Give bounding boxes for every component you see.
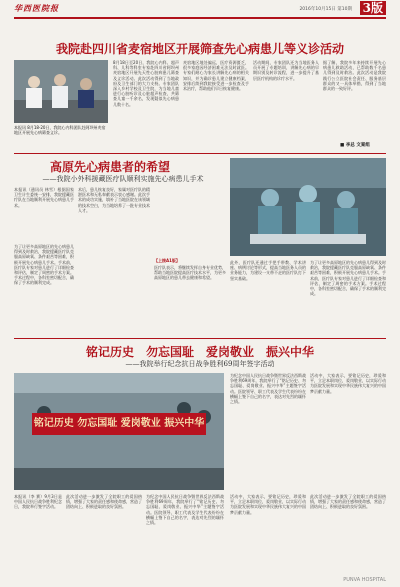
article2-column-2: 术后，患儿恢复良好，家属对医疗队的精湛医术和无私奉献表示衷心感谢。此次手术的成功实施，填补了当地医院在该领域的技术空白，为当地培养了一批专业技术人才。 (78, 187, 150, 213)
article1-headline: 我院赴四川省麦宿地区开展筛查先心病患儿等义诊活动 (55, 42, 344, 56)
section-divider-2 (14, 338, 386, 339)
spacer (14, 240, 74, 242)
article2-subhead: ——我院小外科援藏医疗队顺利实施先心病患儿手术 (42, 175, 204, 183)
article1-byline: ■ 李总 文案组 (340, 143, 370, 148)
issue-date: 2016年10月15日 第10期 (299, 7, 352, 12)
continued-label: 【上接A1版】 (154, 258, 180, 263)
article3-column-5: 活动中，大家表示，要铭记历史，珍爱和平，立足本职岗位，爱岗敬业，以实际行动为医院发展和实现中华民族伟大复兴的中国梦贡献力量。 (230, 494, 306, 515)
article3-column-3: 此次活动进一步激发了全院职工的爱国热情，增强了大家的责任感和使命感，营造了团结向上、积极进取的良好氛围。 (66, 494, 142, 510)
article1-column-1: 8月18日至20日，我院心内科、超声科、儿科等科室专家赴四川省阿坝州麦宿地区开展先天性心脏病患儿筛查及义诊活动。此次活动得到了当地政府及卫生部门的大力支持。专家团队深入乡村学校及卫生院，为当地儿童进行心脏听诊及心脏超声检查，共筛查儿童一千余名，发现疑似先心病患儿数十名。 (113, 60, 179, 107)
surgery-photo-icon (230, 158, 386, 256)
article2-photo (230, 158, 386, 256)
article1-caption: 本报讯 8月18-20日，我院心内科团队赴阿坝州麦宿地区开展先心病筛查义诊。 (14, 125, 106, 136)
article2-column-5: 为了让更多高原地区的先心病患儿得到及时救治，我院援藏医疗队克服高原缺氧、条件艰苦等困难，积极开展先心病患儿手术。手术前，医疗队专家对患儿进行了详细检查和评估，制定了周密的手术方案。手术过程中，各科室密切配合，确保了手术的顺利完成。 (310, 260, 386, 297)
article2-column-4: 此外，医疗队还通过手把手带教、学术讲座、病例讨论等形式，提高当地医务人员的业务能力，为建设一支带不走的医疗队打下坚实基础。 (230, 260, 306, 281)
article2-headline: 高原先心病患者的希望 (49, 160, 170, 174)
article2-column-1: 为了让更多高原地区的先心病患儿得到及时救治，我院援藏医疗队克服高原缺氧、条件艰苦等困难，积极开展先心病患儿手术。手术前，医疗队专家对患儿进行了详细检查和评估，制定了周密的手术方案。手术过程中，各科室密切配合，确保了手术的顺利完成。 (14, 244, 74, 286)
article3-subhead: ——我院举行纪念抗日战争胜利69周年签字活动 (125, 360, 275, 368)
doctors-photo-icon (14, 60, 108, 123)
article1-column-4: 据了解，我院多年来持续开展先心病患儿救助活动，已帮助数千名患儿得到及时救治。此次活动是我院践行公立医院社会责任、服务基层群众的又一具体举措，得到了当地群众的一致好评。 (323, 60, 386, 92)
article1-column-3: 活动期间，专家团队还为当地医务人员开展了专题培训，讲解先心病的早期识别及转诊流程，进一步提升了基层医疗机构的诊疗水平。 (253, 60, 319, 81)
page-header (14, 2, 386, 19)
article3-column-1: 为纪念中国人民抗日战争暨世界反法西斯战争胜利69周年，我院举行了“铭记历史、勿忘国耻、爱岗敬业、振兴中华”主题签字活动。医院领导、职工代表及学生代表纷纷在横幅上签下自己的名字，表达对先烈的缅怀之情。 (230, 373, 306, 405)
article3-caption: 本报讯（李 赛）9月3日是中国人民抗日战争胜利纪念日，我院举行签字活动。 (14, 494, 62, 510)
article3-column-4: 为纪念中国人民抗日战争暨世界反法西斯战争胜利69周年，我院举行了“铭记历史、勿忘国耻、爱岗敬业、振兴中华”主题签字活动。医院领导、职工代表及学生代表纷纷在横幅上签下自己的名字，表达对先烈的缅怀之情。 (146, 494, 224, 526)
article1-photo (14, 60, 108, 123)
article3-caption-block (14, 494, 62, 569)
article3-column-2: 活动中，大家表示，要铭记历史，珍爱和平，立足本职岗位，爱岗敬业，以实际行动为医院发展和实现中华民族伟大复兴的中国梦贡献力量。 (310, 373, 386, 394)
article3-column-6: 此次活动进一步激发了全院职工的爱国热情，增强了大家的责任感和使命感，营造了团结向上、积极进取的良好氛围。 (310, 494, 386, 510)
article3-headline: 铭记历史 勿忘国耻 爱岗敬业 振兴中华 (85, 345, 314, 359)
publication-title: 华西医院报 (14, 3, 59, 13)
article3-banner: 铭记历史 勿忘国耻 爱岗敬业 振兴中华 (32, 413, 206, 435)
article2-caption-block (14, 187, 74, 237)
article1-column-2: 麦宿地区地处偏远，医疗资源匮乏，很多家庭因经济困难无法及时就医。专家们耐心为家长讲解先心病的相关知识，并为确诊患儿建立健康档案，安排后续到我院接受进一步检查及手术治疗，帮助他们早日恢复健康。 (183, 60, 249, 92)
page-number: 3版 (360, 1, 386, 15)
article3-photo (14, 373, 224, 490)
section-divider (14, 153, 386, 154)
article2-caption: 本报讯（通讯员 林雪）根据国家卫生计生委统一安排，我院援藏医疗队在当地顺利开展先心病患儿手术。 (14, 187, 74, 208)
article2-column-3: 医疗队表示，将继续发挥自身专业优势，帮助当地医院提高医疗技术水平，为更多高原地区的患儿带去健康和希望。 (154, 265, 226, 281)
page-footer: PUNVA HOSPITAL (343, 577, 386, 583)
